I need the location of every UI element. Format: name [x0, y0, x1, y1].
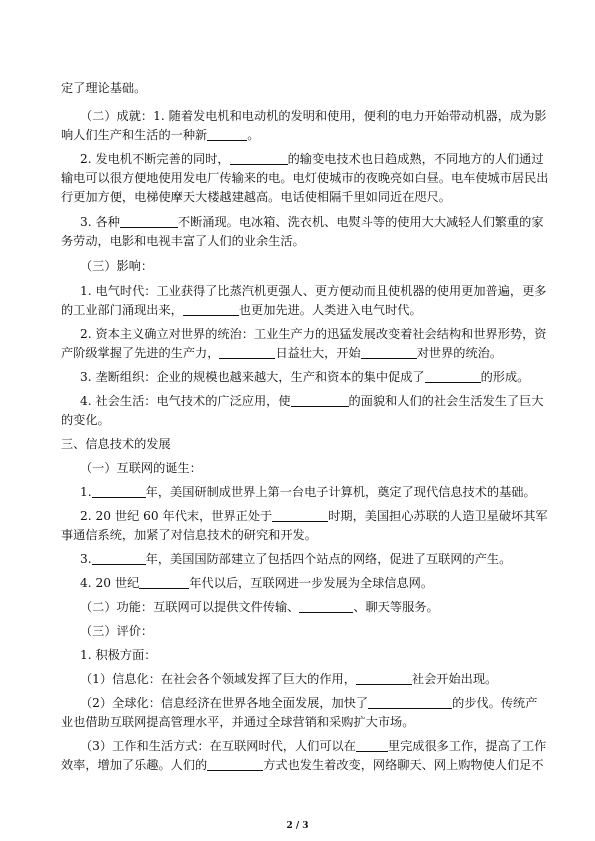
fill-blank[interactable]: [356, 672, 412, 685]
text-line: 响人们生产和生活的一种新 。: [61, 128, 260, 142]
fill-blank[interactable]: [92, 552, 146, 565]
text-line: 产阶级掌握了先进的生产力， 日益壮大，开始 对世界的统治。: [61, 346, 503, 360]
text-line: 1. 电气时代：工业获得了比蒸汽机更强人、更方便动而且使机器的使用更加普遍，更多: [80, 284, 547, 298]
text-line: 事通信系统，加紧了对信息技术的研究和开发。: [61, 528, 317, 542]
fill-blank[interactable]: [425, 370, 481, 383]
fill-blank[interactable]: [219, 346, 275, 359]
text-line: 定了理论基础。: [61, 81, 147, 95]
text-line: （一）互联网的诞生：: [80, 461, 202, 475]
section-heading: 三、信息技术的发展: [61, 437, 171, 451]
text-line: 2. 20 世纪 60 年代末，世界正处于 时期，美国担心苏联的人造卫星破坏其军: [80, 509, 548, 523]
text-line: 3. 年，美国国防部建立了包括四个站点的网络，促进了互联网的产生。: [80, 552, 512, 566]
text-line: 3. 各种 不断涌现。电冰箱、洗衣机、电熨斗等的使用大大减轻人们繁重的家: [80, 215, 544, 229]
text-line: （三）影响：: [80, 259, 154, 273]
fill-blank[interactable]: [183, 303, 239, 316]
page-number: 2 / 3: [286, 821, 309, 831]
fill-blank[interactable]: [356, 739, 388, 752]
fill-blank[interactable]: [299, 600, 353, 613]
text-line: 的变化。: [61, 413, 110, 427]
fill-blank[interactable]: [120, 215, 178, 228]
fill-blank[interactable]: [368, 696, 452, 709]
fill-blank[interactable]: [361, 346, 417, 359]
text-line: 2. 资本主义确立对世界的统治：工业生产力的迅猛发展改变着社会结构和世界形势，资: [80, 327, 547, 341]
text-line: 行更加方便，电梯使摩天大楼越建越高。电话使相隔千里如同近在咫尺。: [61, 190, 451, 204]
text-line: 的工业部门涌现出来， 也更加先进。人类进入电气时代。: [61, 303, 422, 317]
text-line: （二）成就：1. 随着发电机和电动机的发明和使用，便利的电力开始带动机器，成为影: [80, 109, 547, 123]
text-line: 1. 积极方面：: [80, 648, 157, 662]
text-line: 输电可以很方便地使用发电厂传输来的电。电灯使城市的夜晚亮如白昼。电车使城市居民出: [61, 171, 549, 185]
text-line: （二）功能：互联网可以提供文件传输、 、聊天等服务。: [80, 600, 439, 614]
fill-blank[interactable]: [291, 394, 349, 407]
text-line: 效率，增加了乐趣。人们的 方式也发生着改变，网络聊天、网上购物使人们足不: [61, 758, 544, 772]
text-line: 4. 20 世纪 年代以后，互联网进一步发展为全球信息网。: [80, 576, 434, 590]
fill-blank[interactable]: [207, 128, 247, 141]
text-line: （1）信息化：在社会各个领域发挥了巨大的作用， 社会开始出现。: [80, 672, 498, 686]
text-line: 务劳动，电影和电视丰富了人们的业余生活。: [61, 234, 305, 248]
fill-blank[interactable]: [92, 485, 146, 498]
fill-blank[interactable]: [230, 152, 288, 165]
fill-blank[interactable]: [272, 509, 328, 522]
text-line: （三）评价：: [80, 624, 154, 638]
fill-blank[interactable]: [207, 758, 263, 771]
text-line: 1. 年，美国研制成世界上第一台电子计算机，奠定了现代信息技术的基础。: [80, 485, 536, 499]
text-line: 业也借助互联网提高管理水平，并通过全球营销和采购扩大市场。: [61, 715, 415, 729]
text-line: （3）工作和生活方式：在互联网时代，人们可以在 里完成很多工作，提高了工作: [80, 739, 547, 753]
fill-blank[interactable]: [139, 576, 189, 589]
text-line: 2. 发电机不断完善的同时， 的输变电技术也日趋成熟，不同地方的人们通过: [80, 152, 544, 166]
text-line: （2）全球化：信息经济在世界各地全面发展，加快了 的步伐。传统产: [80, 696, 538, 710]
text-line: 3. 垄断组织：企业的规模也越来越大，生产和资本的集中促成了 的形成。: [80, 370, 530, 384]
text-line: 4. 社会生活：电气技术的广泛应用，使 的面貌和人们的社会生活发生了巨大: [80, 394, 544, 408]
